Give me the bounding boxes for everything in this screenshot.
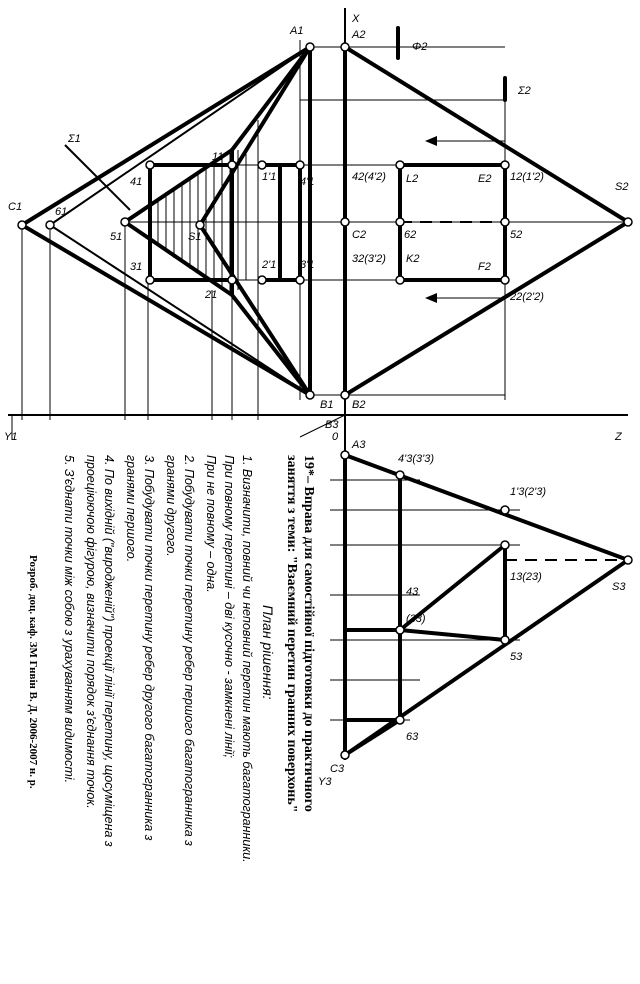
- label-1p-3: 1'3(2'3): [510, 486, 546, 498]
- label-b2: B2: [352, 399, 366, 411]
- label-5-3: 53: [510, 651, 523, 663]
- label-c1: C1: [8, 201, 23, 213]
- step-line-9: проеціюючою фігурою, визначити порядок з'єднання точок.: [84, 455, 98, 809]
- label-4p-3: 4'3(3'3): [398, 453, 434, 465]
- label-1p-1: 1'1: [262, 171, 277, 183]
- label-3-1: 31: [130, 261, 143, 273]
- label-3p-1: 3'1: [300, 259, 315, 271]
- label-a2: A2: [352, 29, 366, 41]
- y3-axis-label: Y3: [318, 776, 332, 788]
- label-2-2: 22(2'2): [510, 291, 544, 303]
- step-line-1: 1. Визначити, повний чи неповний перетин мають багатогранники.: [240, 455, 254, 863]
- plan-title: План рішення:: [260, 605, 276, 700]
- label-f2: F2: [478, 261, 491, 273]
- sigma1-label: Σ1: [68, 133, 81, 145]
- label-5-1: 51: [110, 231, 123, 243]
- label-2p-1: 2'1: [262, 259, 277, 271]
- label-a3: A3: [352, 439, 366, 451]
- phi2-label: Φ2: [412, 41, 428, 53]
- label-5-2: 52: [510, 229, 523, 241]
- step-line-2: При повному перетині – дві кусочно - замкнені лінії;: [222, 455, 236, 758]
- label-6-2: 62: [404, 229, 417, 241]
- label-4p-1: 4'1: [300, 176, 315, 188]
- profile-prism: [345, 630, 400, 720]
- step-line-5: гранями другого.: [164, 455, 178, 557]
- projection-lines-left: [12, 40, 300, 440]
- label-3-2: 32(3'2): [352, 253, 386, 265]
- label-s1: S1: [188, 231, 202, 243]
- label-l2: L2: [406, 173, 419, 185]
- sigma2-label: Σ2: [518, 85, 531, 97]
- point-labels: [8, 25, 628, 775]
- label-1-3: 13(23): [510, 571, 542, 583]
- text-block: [27, 454, 316, 863]
- author-credit: Розроб. доц. каф. ЗМ Гнвін В. Д. 2006-2007 н. р.: [27, 555, 39, 789]
- step-line-7: гранями першого.: [124, 455, 138, 563]
- pyramid-horizontal-projection: [22, 47, 310, 395]
- label-6-1: 61: [55, 206, 68, 218]
- y1-axis-label: Y1: [4, 431, 18, 443]
- arrows: [425, 136, 505, 303]
- title-line-2: заняття з теми: "Взаємний перетин гранних поверхонь": [284, 455, 299, 813]
- x-axis-label: X: [352, 13, 360, 25]
- step-line-6: 3. Побудувати точки перетину ребер другого багатогранника з: [142, 455, 156, 841]
- step-line-10: 5. З'єднати точки між собою з урахуванням видимості.: [62, 455, 76, 784]
- label-6-3: 63: [406, 731, 419, 743]
- label-4-2: 42(4'2): [352, 171, 386, 183]
- z-axis-label: Z: [615, 431, 622, 443]
- label-k2: K2: [406, 253, 420, 265]
- profile-outline: [345, 455, 628, 755]
- label-c2: C2: [352, 229, 367, 241]
- step-line-8: 4. По вихідній ("виродженій") проекції лінії перетину, щосуміщена з: [102, 455, 116, 847]
- label-e2: E2: [478, 173, 492, 185]
- label-c3: C3: [330, 763, 345, 775]
- label-a1: A1: [290, 25, 304, 37]
- title-line-1: 19*– Вправа для самостійної підготовки до практичного: [301, 455, 316, 812]
- label-b1: B1: [320, 399, 334, 411]
- label-s2: S2: [615, 181, 629, 193]
- label-3-3: (33): [406, 613, 426, 625]
- step-line-4: 2. Побудувати точки перетину ребер першого багатогранника з: [182, 455, 196, 846]
- label-4-3: 43: [406, 586, 419, 598]
- step-line-3: При не повному – одна.: [204, 455, 218, 593]
- label-2-1: 21: [205, 289, 218, 301]
- label-b3: B3: [325, 419, 339, 431]
- label-1-1: 11: [212, 151, 224, 163]
- label-4-1: 41: [130, 176, 143, 188]
- origin-label: 0: [332, 431, 339, 443]
- label-s3: S3: [612, 581, 626, 593]
- label-1-2: 12(1'2): [510, 171, 544, 183]
- pyramid-profile-projection: [330, 455, 628, 755]
- pyramid-front-projection: [345, 47, 628, 395]
